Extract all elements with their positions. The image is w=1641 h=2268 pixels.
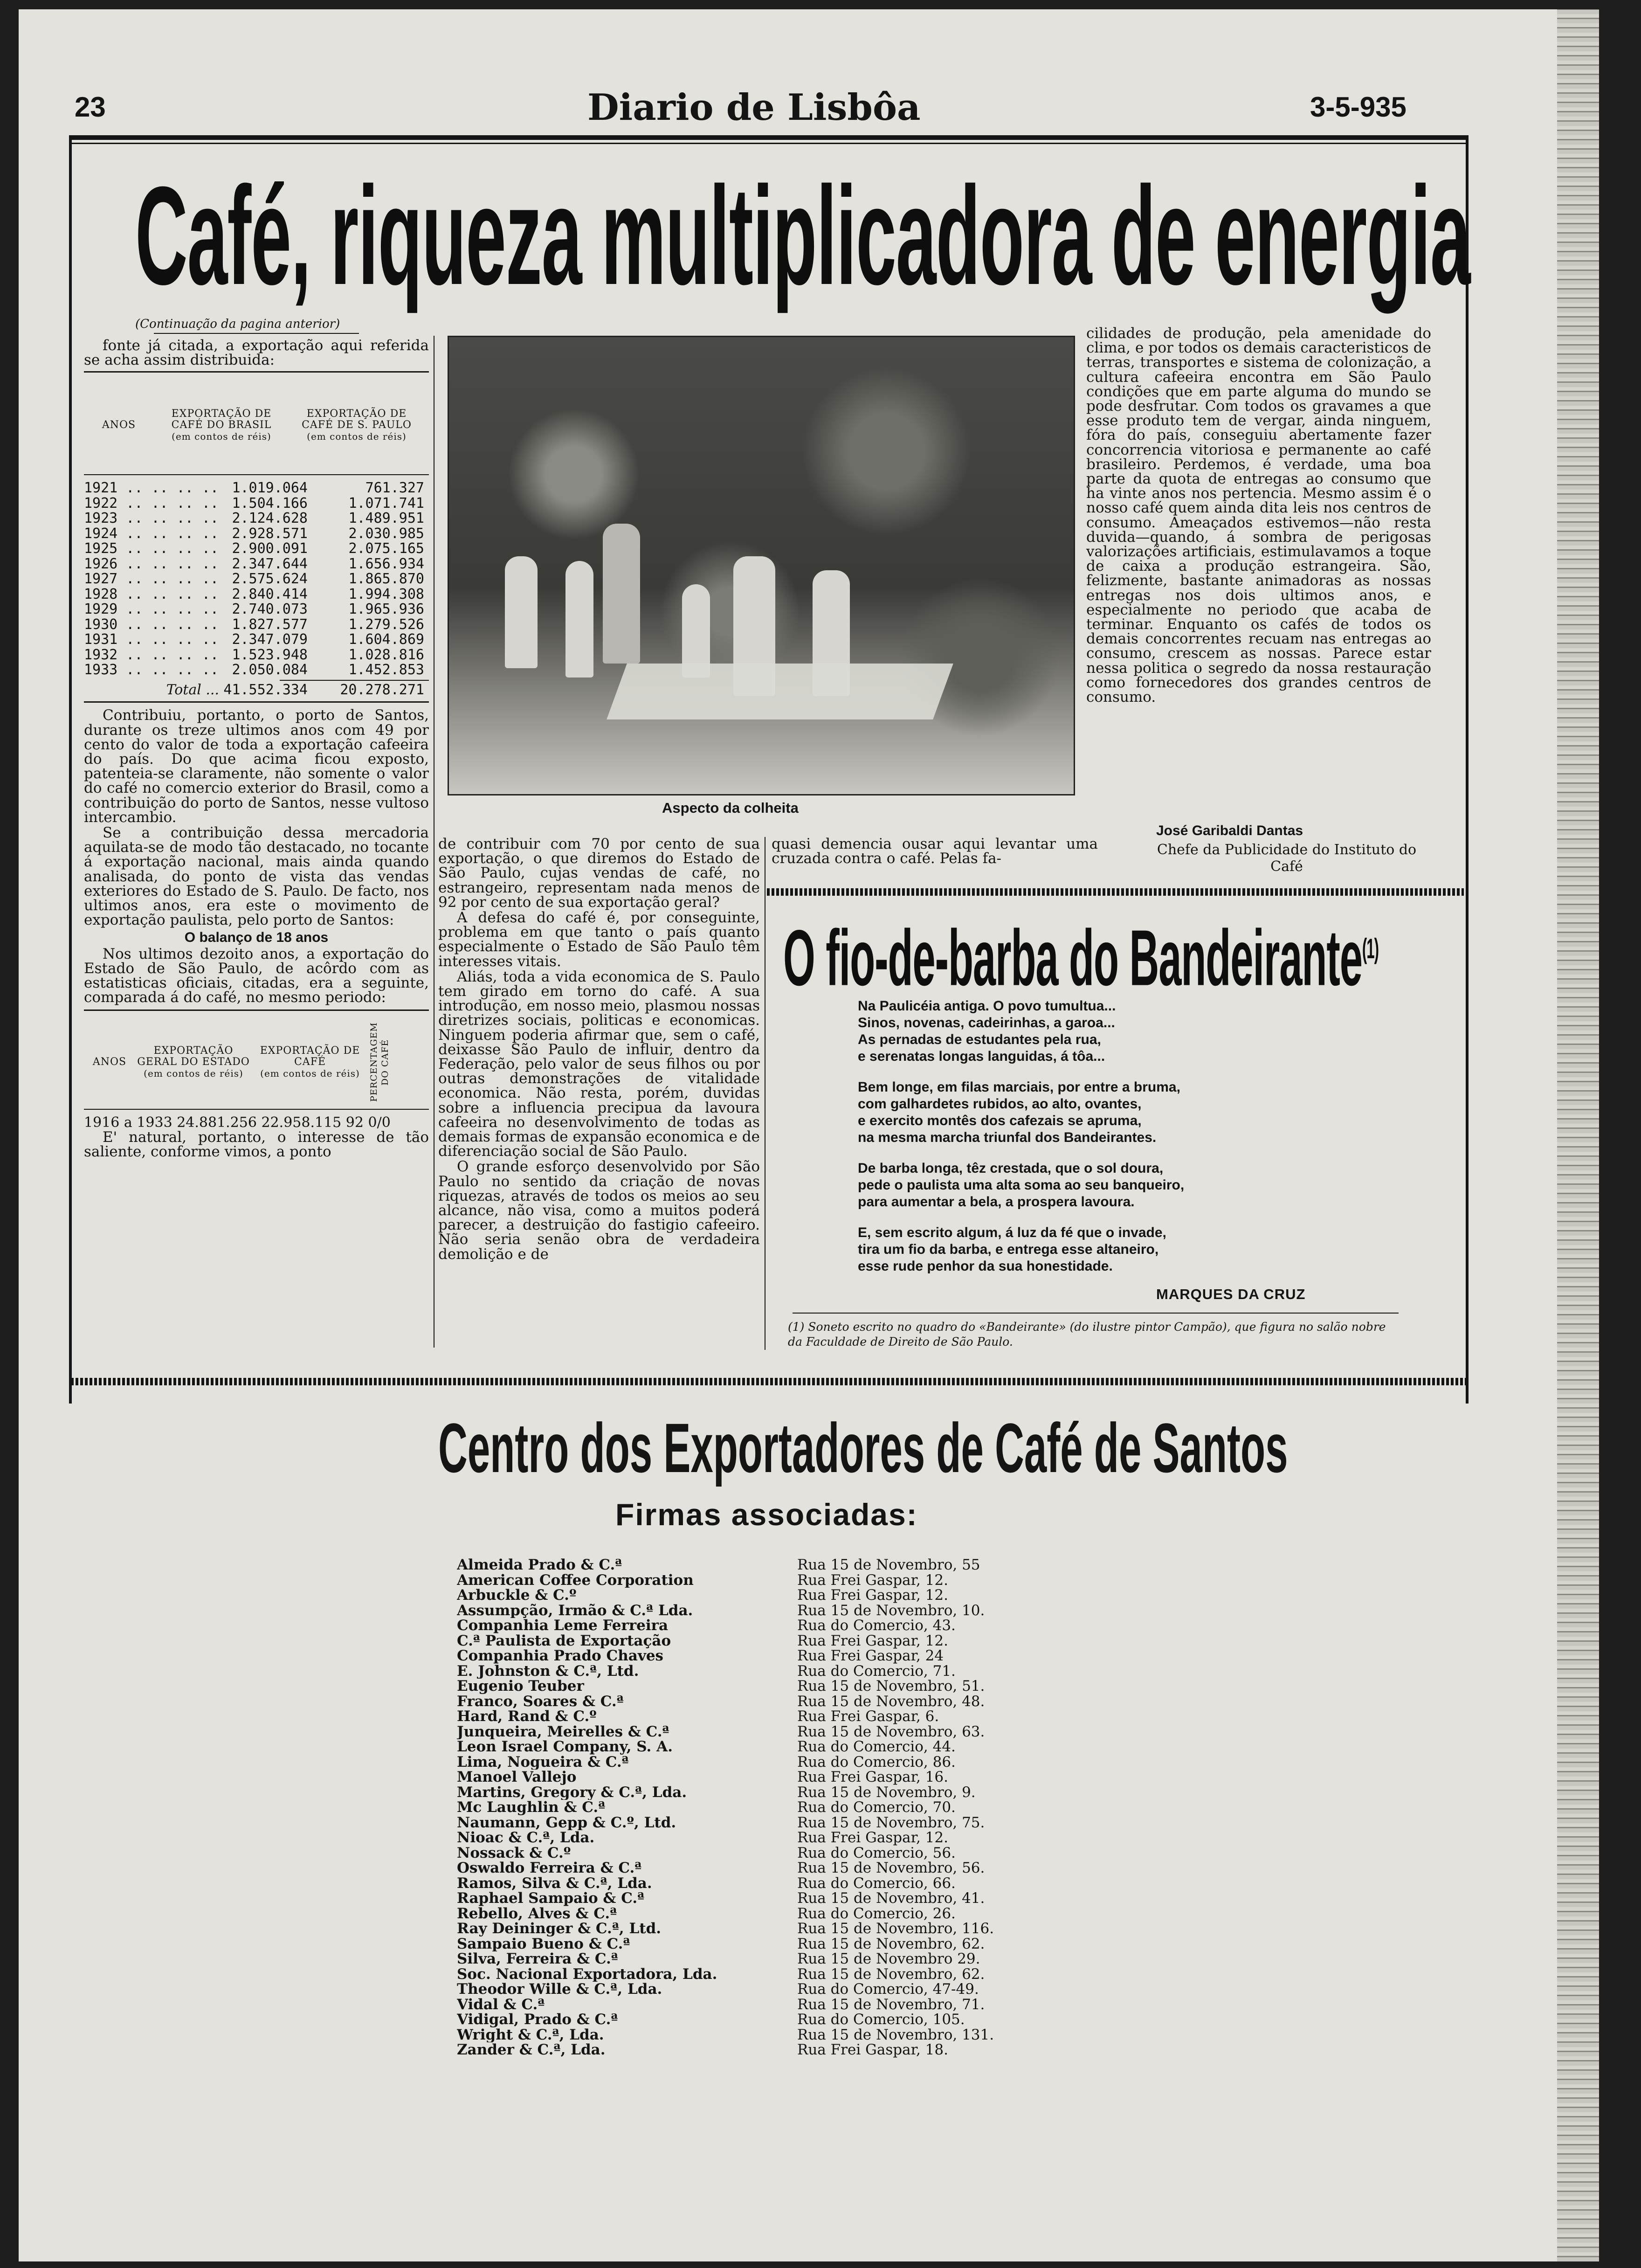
table1-year: 1930 .. .. .. .. [84,616,219,633]
firm-address: Rua 15 de Novembro, 41. [797,1890,985,1907]
firm-address: Rua 15 de Novembro, 51. [797,1678,985,1694]
poem-line: e exercito montês dos cafezais se apruma, [858,1113,1142,1128]
firm-address: Rua do Comercio, 56. [797,1844,956,1861]
table1-brasil-value: 1.504.166 [232,495,308,512]
firm-address: Rua 15 de Novembro, 62. [797,1965,985,1983]
header-rule-thin [70,143,1469,144]
firm-row [457,1557,1063,1573]
firm-address: Rua Frei Gaspar, 12. [797,1829,948,1846]
firm-name: Sampaio Bueno & C.ª [457,1936,630,1951]
table1-year: 1923 .. .. .. .. [84,510,219,527]
table1-sp-value: 1.865.870 [348,571,424,588]
firm-name: Zander & C.ª, Lda. [457,2042,606,2058]
page-edge [1557,9,1599,2261]
table1-sp-value: 1.965.936 [348,601,424,618]
harvest-sheet [607,664,953,719]
firm-name: Raphael Sampaio & C.ª [457,1891,645,1906]
newspaper-page [19,9,1599,2261]
table1-brasil-value: 2.900.091 [232,540,308,557]
firm-row [457,1997,1063,2012]
firm-address: Rua do Comercio, 44. [797,1738,956,1755]
table1-top-rule [84,371,429,373]
column-1 [84,317,429,1160]
divider [154,333,359,334]
poem-line: As pernadas de estudantes pela rua, [858,1032,1101,1047]
poem-line: para aumentar a bela, a prospera lavoura. [858,1194,1135,1210]
firm-address: Rua do Comercio, 86. [797,1753,956,1770]
table1-bottom-rule [84,701,429,703]
table2-header-rule [84,1109,429,1110]
firms-list [457,1557,1063,2058]
table2-col-perc: PERCENTAGEM DO CAFÉ [369,1023,390,1102]
table1-brasil-value: 2.347.079 [232,631,308,648]
column-3 [772,837,1098,867]
firm-name: Lima, Nogueira & C.ª [457,1754,629,1770]
table2-col-geral-unit: (em contos de réis) [144,1068,243,1079]
section-divider [71,1378,1466,1385]
firm-address: Rua do Comercio, 105. [797,2011,965,2028]
continuation-note: (Continuação da pagina anterior) [135,317,340,331]
header-rule [70,135,1469,140]
table2-top-rule [84,1010,429,1011]
firm-name: C.ª Paulista de Exportação [457,1633,671,1648]
firm-name: Franco, Soares & C.ª [457,1694,624,1709]
table1-year: 1931 .. .. .. .. [84,631,219,648]
firm-address: Rua Frei Gaspar, 16. [797,1769,948,1785]
author-name: José Garibaldi Dantas [1156,823,1303,838]
article-headline: Café, riqueza multiplicadora de energia [135,157,1470,314]
firm-row [457,1648,1063,1664]
firm-row [457,1967,1063,1982]
poem-line: com galhardetes rubidos, ao alto, ovantes, [858,1096,1142,1112]
poem-stanza [858,1079,1417,1146]
firm-address: Rua 15 de Novembro, 63. [797,1723,985,1740]
table1-col-brasil-unit: (em contos de réis) [172,431,271,443]
firm-row [457,1588,1063,1603]
firm-row [457,1573,1063,1588]
table1-total-rule [280,680,429,681]
table1-year: 1925 .. .. .. .. [84,540,219,557]
table2-col-cafe-title: EXPORTAÇÃO DE CAFÉ [260,1045,360,1068]
firm-address: Rua Frei Gaspar, 18. [797,2041,948,2058]
firm-name: Mc Laughlin & C.ª [457,1800,606,1815]
firm-row [457,1921,1063,1936]
table1-row [84,648,429,663]
table1-row [84,541,429,557]
table1-total-row [84,683,429,698]
firm-row [457,1770,1063,1785]
poem-stanza [858,1160,1417,1210]
firm-name: Silva, Ferreira & C.ª [457,1951,618,1967]
firm-address: Rua 15 de Novembro, 10. [797,1602,985,1619]
table1-year: 1921 .. .. .. .. [84,480,219,497]
firm-row [457,1694,1063,1709]
table1-brasil-value: 1.019.064 [232,480,308,497]
table1-row [84,663,429,678]
issue-date: 3-5-935 [1310,91,1407,123]
col1-paragraph-2: Se a contribuição dessa mercadoria aquilata-se de modo tão destacado, no tocante á exportação nacional, mais ainda quando analisada, do ponto de vista das vendas exteriores do Estado de S. Paulo. De facto, nos ultimos anos, era este o movimento de exportação paulista, pelo porto de Santos: [84,824,429,929]
table1-brasil-value: 2.740.073 [232,601,308,618]
poem-line: na mesma marcha triunfal dos Bandeirantes. [858,1130,1157,1145]
table1-sp-value: 761.327 [365,480,424,497]
firm-name: Nossack & C.º [457,1845,571,1860]
table1-brasil-value: 2.050.084 [232,662,308,678]
table1-sp-value: 1.279.526 [348,616,424,633]
firm-name: Naumann, Gepp & C.º, Ltd. [457,1815,676,1830]
firm-row [457,1891,1063,1906]
col2-paragraph-1: de contribuir com 70 por cento de sua exportação, o que diremos do Estado de São Paulo, cujas vendas de café, no estrangeiro, representam nada menos de 92 por cento de sua exportação geral? [438,836,760,911]
firm-address: Rua Frei Gaspar, 12. [797,1571,948,1589]
page-number: 23 [75,91,106,123]
firm-address: Rua 15 de Novembro, 71. [797,1996,985,2013]
firm-row [457,1982,1063,1997]
firm-address: Rua 15 de Novembro, 55 [797,1556,980,1573]
table1-brasil-value: 1.523.948 [232,646,308,663]
table1-sp-value: 1.452.853 [348,662,424,678]
table1-sp-value: 1.489.951 [348,510,424,527]
poem-headline-text: O fio-de-barba do Bandeirante [783,913,1362,1003]
firm-address: Rua do Comercio, 43. [797,1617,956,1634]
poem-line: pede o paulista uma alta soma ao seu banqueiro, [858,1177,1185,1193]
firm-name: Theodor Wille & C.ª, Lda. [457,1982,662,1997]
firm-name: Ray Deininger & C.ª, Ltd. [457,1921,662,1936]
subhead-balanco: O balanço de 18 anos [184,930,329,946]
firm-name: Martins, Gregory & C.ª, Lda. [457,1784,687,1800]
table2-row: 1916 a 1933 24.881.256 22.958.115 92 0/0 [84,1114,391,1131]
firm-row [457,1846,1063,1861]
poem-body [858,998,1417,1289]
table1-body [84,481,429,678]
poem-stanza [858,998,1417,1065]
photo-figure [505,556,538,668]
poem-line: E, sem escrito algum, á luz da fé que o invade, [858,1225,1166,1240]
table2-col-cafe-unit: (em contos de réis) [260,1068,360,1079]
firm-name: Leon Israel Company, S. A. [457,1739,673,1755]
poem-line: Na Paulicéia antiga. O povo tumultua... [858,998,1116,1014]
table1-header-rule [84,474,429,475]
table1-year: 1927 .. .. .. .. [84,571,219,588]
table1-row [84,496,429,512]
firm-row [457,1633,1063,1649]
table2-col-cafe [252,1045,368,1079]
frame-left [69,135,72,1404]
table1-brasil-value: 1.827.577 [232,616,308,633]
firm-name: Vidigal, Prado & C.ª [457,2012,618,2027]
table1-row [84,572,429,587]
firm-name: Eugenio Teuber [457,1679,584,1694]
table1-sp-value: 1.028.816 [348,646,424,663]
centro-subtitle: Firmas associadas: [615,1497,918,1532]
table1-brasil-value: 2.347.644 [232,555,308,572]
table1-col-sp-unit: (em contos de réis) [307,431,407,443]
firm-name: Vidal & C.ª [457,1997,545,2012]
table2-header [84,1016,429,1109]
table1-sp-value: 1.604.869 [348,631,424,648]
table1-row [84,587,429,602]
table2-col-geral [135,1045,252,1079]
firm-row [457,1709,1063,1724]
firm-name: Junqueira, Meirelles & C.ª [457,1724,669,1739]
firm-row [457,1906,1063,1922]
col1-paragraph-1: Contribuiu, portanto, o porto de Santos, durante os treze ultimos anos com 49 por cento do valor de toda a exportação cafeeira do país. Do que acima ficou exposto, patenteia-se claramente, não somente o valor do café no comercio exterior do Brasil, como a contribuição do porto de Santos, nesse vultoso intercambio. [84,707,429,826]
table1-row [84,602,429,617]
table1-col-brasil [154,408,289,442]
author-title: Chefe da Publicidade do Instituto do Café [1157,842,1417,875]
table1-year: 1933 .. .. .. .. [84,662,219,678]
firm-name: Companhia Leme Ferreira [457,1618,669,1633]
firm-address: Rua 15 de Novembro, 116. [797,1920,994,1937]
table1-row [84,557,429,572]
firm-row [457,1603,1063,1618]
firm-address: Rua 15 de Novembro, 48. [797,1693,985,1710]
firm-row [457,1830,1063,1846]
col3-paragraph: quasi demencia ousar aqui levantar uma cruzada contra o café. Pelas fa- [772,836,1098,867]
firm-name: Hard, Rand & C.º [457,1709,597,1724]
firm-name: Rebello, Alves & C.ª [457,1906,617,1921]
table1-brasil-value: 2.124.628 [232,510,308,527]
masthead: Diario de Lisbôa [587,86,921,129]
photo-caption: Aspecto da colheita [662,800,799,816]
col2-paragraph-3: Aliás, toda a vida economica de S. Paulo tem girado em torno do café. A sua introdução, em nosso meio, plasmou nossas diretrizes sociais, politicas e economicas. Ninguem poderia afirmar que, sem o café, deixasse São Paulo de influir, dentro da Federação, pelo valor de seus filhos ou por outras demonstrações de vitalidade economica. Não resta, porém, duvidas sobre a influencia precipua da lavoura cafeeira no desenvolvimento de todas as demais formas de expansão economica e de diferenciação social de São Paulo. [438,968,760,1160]
table1-row [84,481,429,496]
firm-row [457,1679,1063,1694]
firm-address: Rua Frei Gaspar, 24 [797,1647,944,1664]
table1-row [84,526,429,542]
table1-brasil-value: 2.575.624 [232,571,308,588]
table1-row [84,511,429,526]
poem-line: e serenatas longas languidas, á tôa... [858,1049,1105,1064]
table2-col-geral-title: EXPORTAÇÃO GERAL DO ESTADO [137,1045,250,1068]
firm-name: Companhia Prado Chaves [457,1648,664,1664]
table1-sp-value: 1.994.308 [348,586,424,602]
firm-row [457,1739,1063,1755]
total-label: Total ... [166,681,219,698]
firm-address: Rua do Comercio, 71. [797,1662,956,1680]
firm-name: Manoel Vallejo [457,1770,577,1785]
col1-paragraph-4: E' natural, portanto, o interesse de tão saliente, conforme vimos, a ponto [84,1128,429,1160]
photo-figure [565,561,593,678]
firm-address: Rua 15 de Novembro, 9. [797,1784,976,1801]
firm-row [457,1876,1063,1891]
poem-stanzas [858,998,1417,1275]
firm-address: Rua Frei Gaspar, 6. [797,1708,939,1725]
firms-rows [457,1557,1063,2058]
table2-col-anos: ANOS [92,1056,127,1068]
poem-note-marker: (1) [1362,933,1379,964]
total-sp: 20.278.271 [340,681,424,698]
firm-name: Oswaldo Ferreira & C.ª [457,1860,642,1876]
firm-address: Rua 15 de Novembro, 75. [797,1814,985,1831]
firm-name: Soc. Nacional Exportadora, Lda. [457,1966,717,1982]
firm-address: Rua do Comercio, 70. [797,1799,956,1816]
photo-figure [603,524,640,664]
table1-col-anos: ANOS [102,419,136,431]
table1-brasil-value: 2.928.571 [232,525,308,542]
firm-address: Rua Frei Gaspar, 12. [797,1632,948,1649]
firm-name: Almeida Prado & C.ª [457,1557,622,1573]
poem-stanza [858,1224,1417,1275]
harvest-photo [448,336,1075,795]
firm-name: Arbuckle & C.º [457,1588,577,1603]
firm-row [457,1815,1063,1831]
col1-paragraph-3: Nos ultimos dezoito anos, a exportação do Estado de São Paulo, de acôrdo com as estatisticas oficiais, citadas, era a seguinte, comparada á do café, no mesmo periodo: [84,945,429,1006]
intro-text: fonte já citada, a exportação aqui referida se acha assim distribuida: [84,337,429,369]
table1-row [84,617,429,633]
firm-address: Rua 15 de Novembro 29. [797,1950,980,1967]
col2-paragraph-2: A defesa do café é, por conseguinte, problema em que tanto o país quanto especialmente o Estado de São Paulo têm interesses vitais. [438,909,760,970]
table1-col-brasil-title: EXPORTAÇÃO DE CAFÉ DO BRASIL [171,408,272,431]
table1-year: 1924 .. .. .. .. [84,525,219,542]
table1-row [84,632,429,648]
firm-address: Rua 15 de Novembro, 131. [797,2026,994,2043]
column-4 [1086,326,1431,705]
poem-line: Sinos, novenas, cadeirinhas, a garoa... [858,1015,1115,1030]
table1-brasil-value: 2.840.414 [232,586,308,602]
total-brasil: 41.552.334 [223,681,308,698]
firm-name: Nioac & C.ª, Lda. [457,1830,595,1846]
firm-row [457,1618,1063,1633]
firm-address: Rua do Comercio, 66. [797,1874,956,1892]
table1-col-sp-title: EXPORTAÇÃO DE CAFÉ DE S. PAULO [302,408,412,431]
col4-paragraph: cilidades de produção, pela amenidade do clima, e por todos os demais caracteristicos de terras, transportes e sistema de colonização, a cultura cafeeira encontra em São Paulo condições que em parte alguma do mundo se pode desfrutar. Com todos os gravames a que esse produto tem de vergar, ainda ninguem, fóra do país, conseguiu abertamente fazer concorrencia vitoriosa e permanente ao café brasileiro. Perdemos, é verdade, uma boa parte da quota de entregas ao consumo que ha vinte anos nos pertencia. Mesmo assim é o nosso café quem ainda dita leis nos centros de consumo. Ameaçados estivemos—não resta duvida—quando, á sombra de perigosas valorizações artificiais, estimulavamos a toque de caixa a produção estrangeira. São, felizmente, bastante animadoras as nossas entregas nos dois ultimos anos, e especialmente no periodo que acaba de terminar. Enquanto os cafés de todos os demais concorrentes recuam nas entregas ao consumo, crescem as nossas. Parece estar nessa politica o segredo da nossa restauração como fornecedores dos grandes centros de consumo. [1086,325,1431,706]
firm-address: Rua 15 de Novembro, 56. [797,1860,985,1876]
firm-name: Ramos, Silva & C.ª, Lda. [457,1875,652,1891]
firm-name: E. Johnston & C.ª, Ltd. [457,1663,639,1679]
firm-row [457,2012,1063,2027]
firm-name: Wright & C.ª, Lda. [457,2027,604,2042]
firm-row [457,2042,1063,2058]
frame-right [1466,135,1469,1404]
centro-title: Centro dos Exportadores de Café de Santos [438,1409,1288,1487]
firm-address: Rua 15 de Novembro, 62. [797,1935,985,1952]
column-2 [438,837,760,1263]
table1-sp-value: 1.071.741 [348,495,424,512]
firm-address: Rua do Comercio, 47-49. [797,1981,979,1998]
firm-name: American Coffee Corporation [457,1572,694,1588]
poem-line: esse rude penhor da sua honestidade. [858,1258,1113,1274]
poem-footnote: (1) Soneto escrito no quadro do «Bandeirante» (do ilustre pintor Campão), que figura no salão nobre da Faculdade de Direito de São Paulo. [788,1320,1386,1348]
firm-row [457,1724,1063,1740]
firm-row [457,2027,1063,2043]
table1-year: 1926 .. .. .. .. [84,555,219,572]
firm-address: Rua Frei Gaspar, 12. [797,1587,948,1604]
firm-row [457,1860,1063,1876]
poem-line: De barba longa, têz crestada, que o sol doura, [858,1161,1164,1176]
firm-row [457,1755,1063,1770]
firm-name: Assumpção, Irmão & C.ª Lda. [457,1603,693,1618]
table1-sp-value: 2.075.165 [348,540,424,557]
firm-row [457,1800,1063,1815]
table1-year: 1928 .. .. .. .. [84,586,219,602]
table1-sp-value: 1.656.934 [348,555,424,572]
poem-headline [783,905,1379,1003]
firm-row [457,1951,1063,1967]
poem-footnote-rule [793,1313,1399,1314]
poem-line: Bem longe, em filas marciais, por entre a bruma, [858,1079,1180,1095]
firm-address: Rua do Comercio, 26. [797,1905,956,1922]
table1-year: 1922 .. .. .. .. [84,495,219,512]
table1-header [84,376,429,474]
table1-sp-value: 2.030.985 [348,525,424,542]
table1-col-sp [289,408,424,442]
poem-line: tira um fio da barba, e entrega esse altaneiro, [858,1242,1159,1257]
firm-row [457,1664,1063,1679]
table1-year: 1929 .. .. .. .. [84,601,219,618]
firm-row [457,1936,1063,1952]
poem-top-border [767,888,1464,896]
poem-author: MARQUES DA CRUZ [1156,1286,1306,1302]
firm-row [457,1785,1063,1800]
table1-year: 1932 .. .. .. .. [84,646,219,663]
col2-paragraph-4: O grande esforço desenvolvido por São Paulo no sentido da criação de novas riquezas, através de todos os meios ao seu alcance, não visa, como a muitos poderá parecer, a destruição do fastigio cafeeiro. Não seria senão obra de verdadeira demolição e de [438,1158,760,1263]
